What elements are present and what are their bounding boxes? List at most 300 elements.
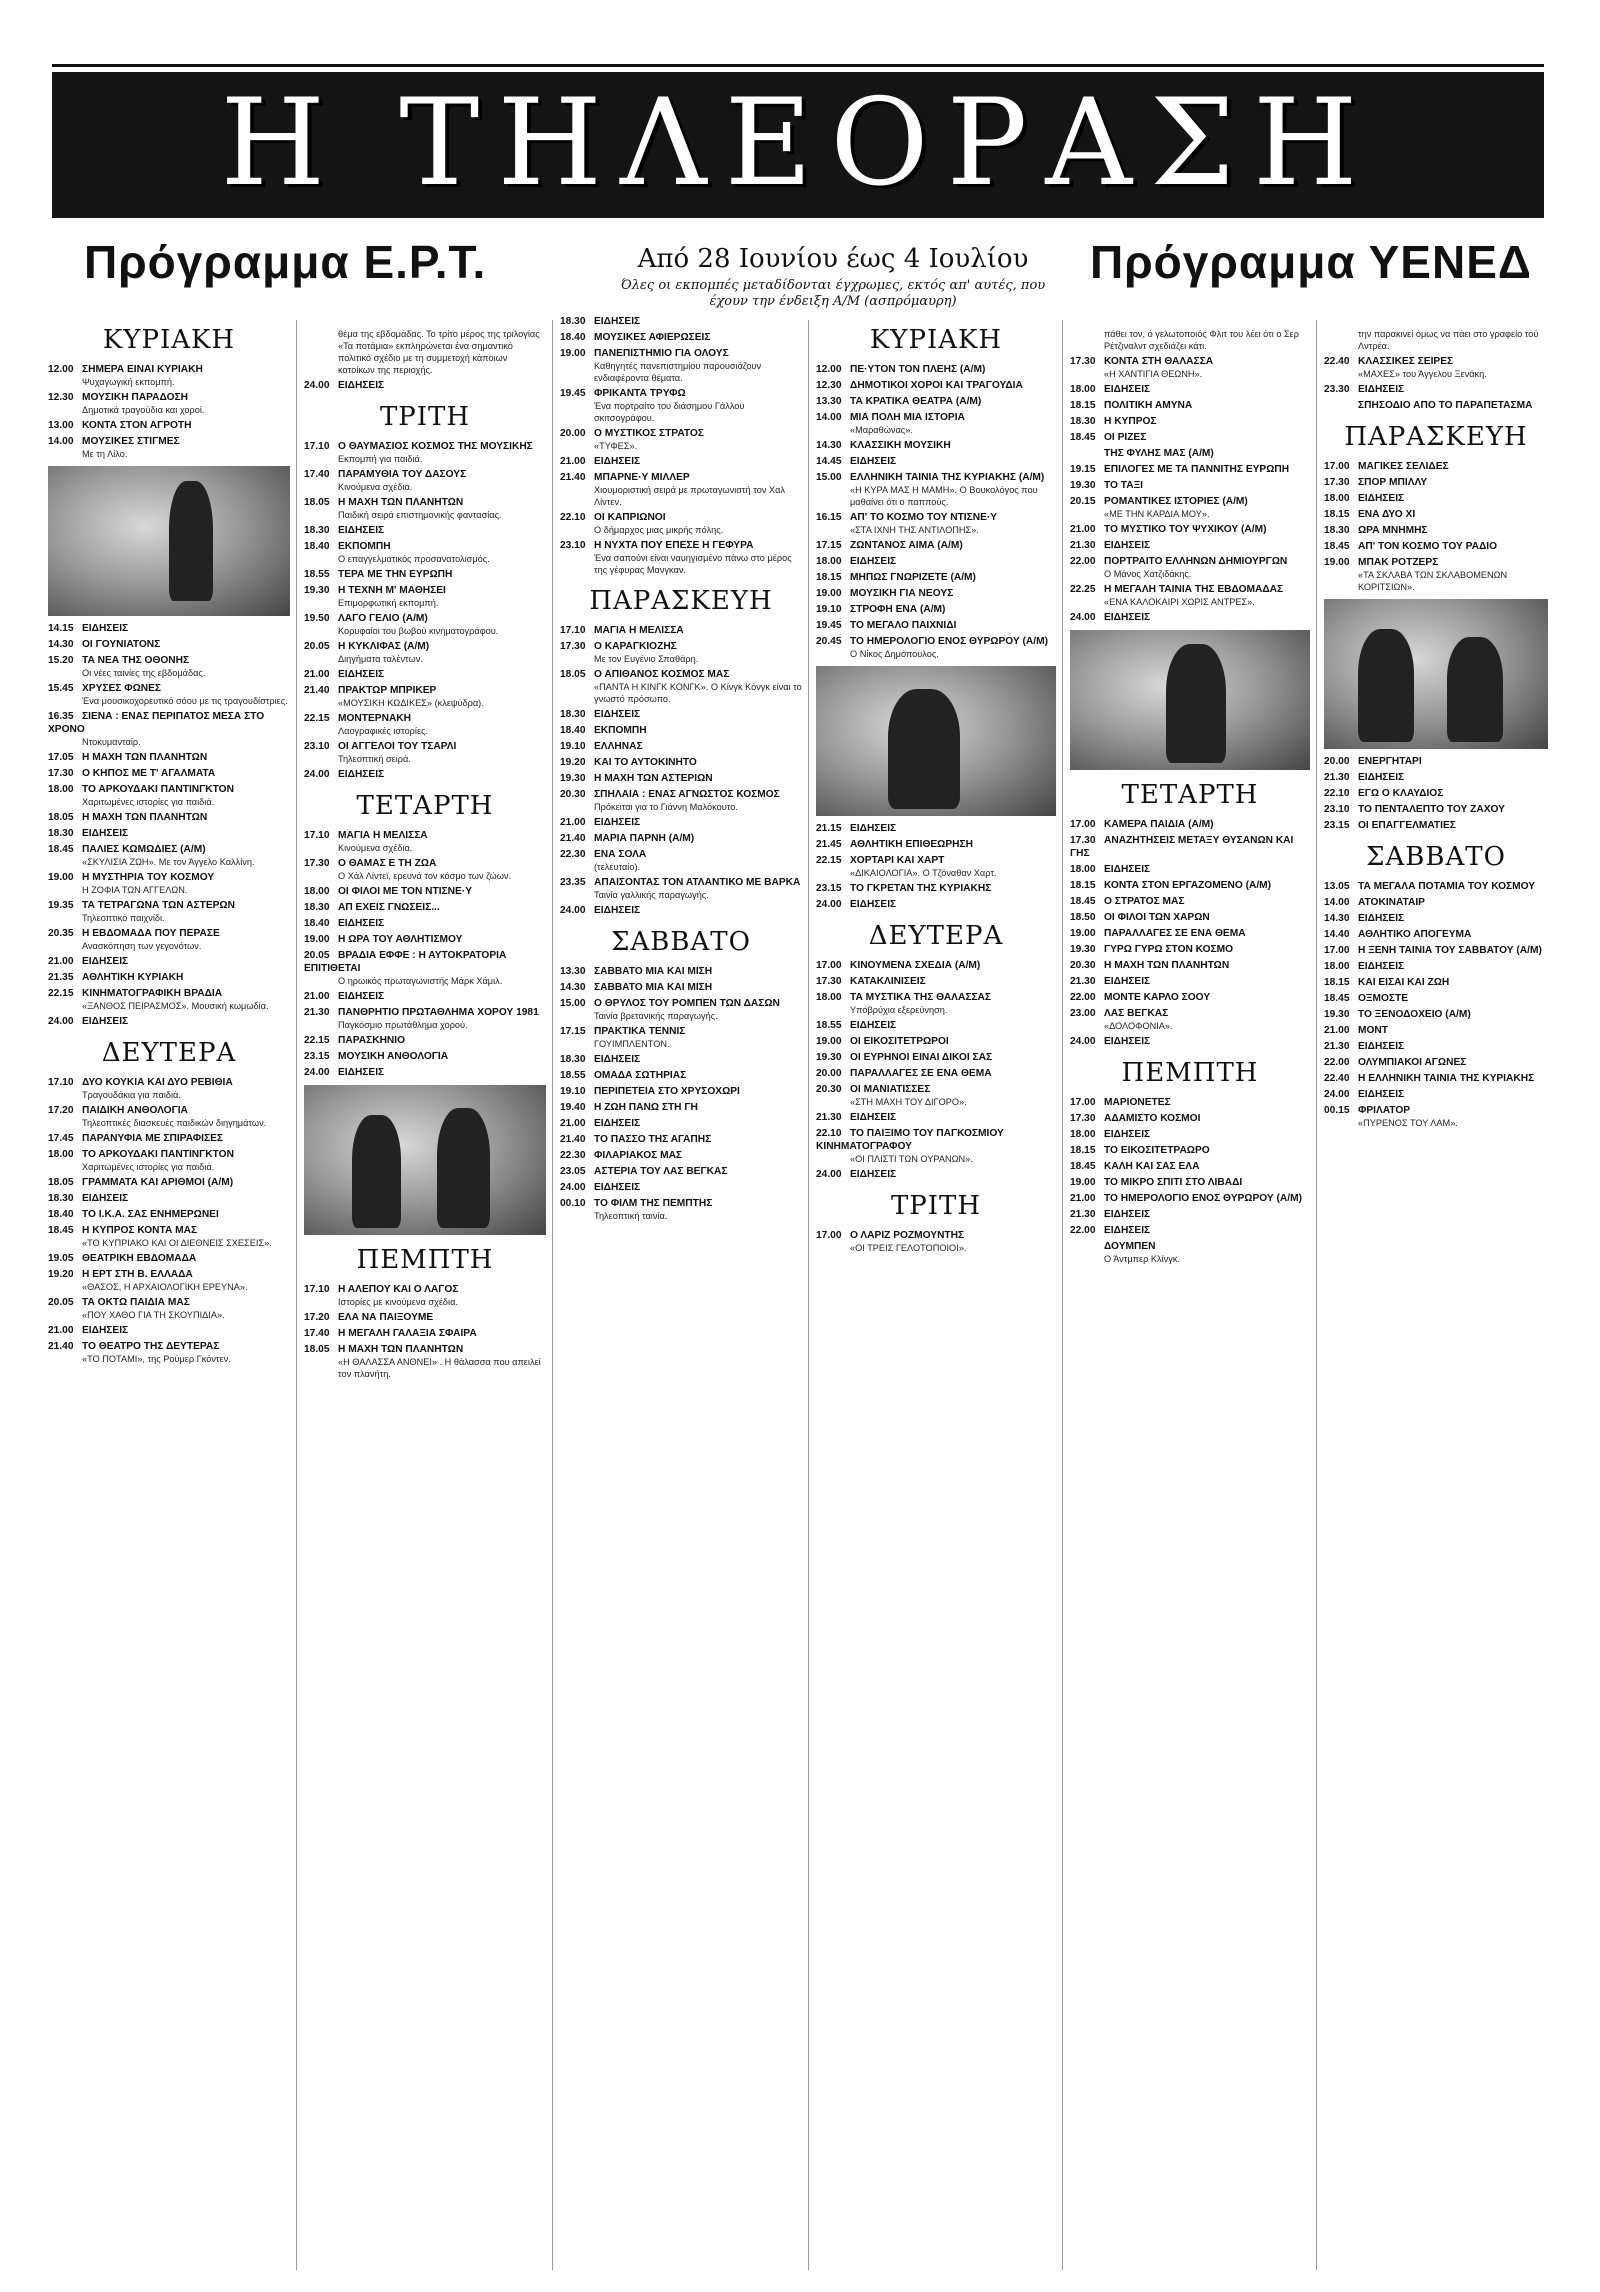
program-title: ΕΓΩ Ο ΚΛΑΥΔΙΟΣ [1358, 788, 1444, 799]
program-title: ΤΑ ΟΚΤΩ ΠΑΙΔΙΑ ΜΑΣ [82, 1297, 190, 1308]
program-title: ΕΙΔΗΣΕΙΣ [1104, 1209, 1151, 1220]
program-entry [48, 899, 290, 924]
program-entry [1070, 555, 1310, 580]
program-title: ΕΙΔΗΣΕΙΣ [1358, 1041, 1405, 1052]
program-time: 14.45 [816, 456, 842, 467]
program-time: 21.00 [1070, 524, 1096, 535]
program-title: ΕΙΔΗΣΕΙΣ [82, 1325, 129, 1336]
program-title: ΧΟΡΤΑΡΙ ΚΑΙ ΧΑΡΤ [850, 855, 945, 866]
program-title: ΜΑΓΙΑ Η ΜΕΛΙΣΣΑ [594, 625, 684, 636]
program-entry [816, 822, 1056, 835]
program-title: ΠΟΛΙΤΙΚΗ ΑΜΥΝΑ [1104, 400, 1193, 411]
program-entry [48, 871, 290, 896]
program-entry [1324, 1072, 1548, 1085]
program-title: Ο ΚΑΡΑΓΚΙΟΖΗΣ [594, 641, 677, 652]
program-entry [1324, 755, 1548, 768]
program-entry [560, 624, 802, 637]
program-entry [1070, 879, 1310, 892]
program-description: «ΞΑΝΘΟΣ ΠΕΙΡΑΣΜΟΣ». Μουσική κωμωδία. [82, 1001, 269, 1011]
program-time: 17.00 [816, 1230, 842, 1241]
program-entry [1070, 959, 1310, 972]
program-time: 18.00 [48, 784, 74, 795]
top-rule [52, 64, 1544, 67]
program-title: ΕΛΑ ΝΑ ΠΑΙΞΟΥΜΕ [338, 1312, 434, 1323]
program-title: ΤΟ ΜΙΚΡΟ ΣΠΙΤΙ ΣΤΟ ΛΙΒΑΔΙ [1104, 1177, 1243, 1188]
column-divider [808, 320, 809, 2270]
program-title: Ο ΣΤΡΑΤΟΣ ΜΑΣ [1104, 896, 1185, 907]
program-title: Η ΜΑΧΗ ΤΩΝ ΠΛΑΝΗΤΩΝ [338, 497, 464, 508]
program-title: ΑΠ' ΤΟ ΚΟΣΜΟ ΤΟΥ ΝΤΙΣΝΕ·Υ [850, 512, 998, 523]
program-title: ΕΚΠΟΜΠΗ [338, 541, 391, 552]
program-time: 18.30 [1324, 525, 1350, 536]
program-time: 22.25 [1070, 584, 1096, 595]
program-entry [560, 511, 802, 536]
program-title: ΕΙΔΗΣΕΙΣ [850, 1112, 897, 1123]
program-title: ΕΙΔΗΣΕΙΣ [594, 456, 641, 467]
program-time: 14.30 [816, 440, 842, 451]
program-time: 17.40 [304, 469, 330, 480]
program-description: «ΜΟΥΣΙΚΗ ΚΩΔΙΚΕΣ» (κλεψύδρα). [338, 698, 484, 708]
program-time: 21.30 [1070, 1209, 1096, 1220]
program-time: 22.30 [560, 849, 586, 860]
program-time: 21.00 [560, 1118, 586, 1129]
program-time: 19.35 [48, 900, 74, 911]
program-title: ΠΑΡΑΜΥΘΙΑ ΤΟΥ ΔΑΣΟΥΣ [338, 469, 467, 480]
program-description: Ιστορίες με κινούμενα σχέδια. [338, 1297, 458, 1307]
program-entry [48, 843, 290, 868]
program-title: ΤΟ ΠΕΝΤΑΛΕΠΤΟ ΤΟΥ ΖΑΧΟΥ [1358, 804, 1505, 815]
program-entry [1070, 1096, 1310, 1109]
program-time: 19.00 [1070, 1177, 1096, 1188]
program-time: 18.30 [1070, 416, 1096, 427]
program-title: Η ΜΕΓΑΛΗ ΓΑΛΑΞΙΑ ΣΦΑΙΡΑ [338, 1328, 477, 1339]
program-entry [560, 331, 802, 344]
program-description: Με τον Ευγένιο Σπαθάρη. [594, 654, 699, 664]
program-time: 18.30 [48, 1193, 74, 1204]
program-title: ΤΑ ΝΕΑ ΤΗΣ ΟΘΟΝΗΣ [82, 655, 190, 666]
program-title: ΕΛΛΗΝΑΣ [594, 741, 643, 752]
program-title: ΤΟ ΠΑΣΣΟ ΤΗΣ ΑΓΑΠΗΣ [594, 1134, 712, 1145]
photo [48, 466, 290, 616]
program-entry [560, 876, 802, 901]
program-time: 22.00 [1070, 556, 1096, 567]
program-entry [816, 539, 1056, 552]
program-time: 17.00 [1070, 1097, 1096, 1108]
program-entry [560, 740, 802, 753]
program-time: 12.00 [816, 364, 842, 375]
program-entry [1070, 1224, 1310, 1237]
program-description: Ο Άντμπερ Κλίνγκ. [1104, 1254, 1180, 1264]
program-title: ΚΑΜΕΡΑ ΠΑΙΔΙΑ (Α/Μ) [1104, 819, 1214, 830]
program-time: 18.45 [1324, 993, 1350, 1004]
program-entry [1070, 447, 1310, 460]
program-time: 17.30 [1070, 1113, 1096, 1124]
program-time: 17.00 [1324, 945, 1350, 956]
program-entry [1324, 976, 1548, 989]
program-entry [1324, 819, 1548, 832]
program-time: 22.40 [1324, 1073, 1350, 1084]
program-time: 22.00 [1070, 1225, 1096, 1236]
program-title: ΘΕΑΤΡΙΚΗ ΕΒΔΟΜΑΔΑ [82, 1253, 197, 1264]
program-time: 24.00 [1324, 1089, 1350, 1100]
program-description: «ΠΟΥ ΧΑΘΟ ΓΙΑ ΤΗ ΣΚΟΥΠΙΔΙΑ». [82, 1310, 225, 1320]
program-title: ΕΙΔΗΣΕΙΣ [82, 1193, 129, 1204]
program-title: ΕΙΔΗΣΕΙΣ [1358, 493, 1405, 504]
program-title: ΑΠ ΕΧΕΙΣ ΓΝΩΣΕΙΣ... [338, 902, 440, 913]
program-title: ΜΙΑ ΠΟΛΗ ΜΙΑ ΙΣΤΟΡΙΑ [850, 412, 965, 423]
program-time: 19.20 [560, 757, 586, 768]
program-title: ΜΟΝΤΕ ΚΑΡΛΟ ΣΟΟΥ [1104, 992, 1211, 1003]
program-title: ΠΑΙΔΙΚΗ ΑΝΘΟΛΟΓΙΑ [82, 1105, 188, 1116]
program-entry [816, 571, 1056, 584]
program-time: 22.10 [560, 512, 586, 523]
program-title: Η ΜΑΧΗ ΤΩΝ ΠΛΑΝΗΤΩΝ [82, 812, 208, 823]
program-entry [304, 901, 546, 914]
program-entry [48, 1324, 290, 1337]
program-description: (τελευταίο). [594, 862, 641, 872]
program-entry [304, 990, 546, 1003]
program-title: Η ΜΕΓΑΛΗ ΤΑΙΝΙΑ ΤΗΣ ΕΒΔΟΜΑΔΑΣ [1104, 584, 1284, 595]
program-entry [304, 468, 546, 493]
program-time: 18.30 [560, 316, 586, 327]
period-note: Όλες οι εκπομπές μεταδίδονται έγχρωμες, εκτός απ' αυτές, που έχουν την ένδειξη Α/Μ (ασπρόμαυρη) [620, 278, 1046, 309]
column-divider [1316, 320, 1317, 2270]
program-title: ΕΙΔΗΣΕΙΣ [850, 1169, 897, 1180]
program-entry [304, 1343, 546, 1380]
program-time: 22.10 [1324, 788, 1350, 799]
program-time: 23.10 [560, 540, 586, 551]
program-entry [304, 568, 546, 581]
program-entry [304, 712, 546, 737]
program-time: 24.00 [816, 899, 842, 910]
program-time: 19.30 [304, 585, 330, 596]
program-entry [816, 898, 1056, 911]
program-time: 14.30 [1324, 913, 1350, 924]
program-title: ΜΑΓΙΑ Η ΜΕΛΙΣΣΑ [338, 830, 428, 841]
program-description: Ένα μουσικοχορευτικό σόου με τις τραγουδίστριες. [82, 696, 288, 706]
program-description: Ο ηρωικός πρωταγωνιστής Μάρκ Χάμιλ. [338, 976, 503, 986]
program-entry [816, 959, 1056, 972]
program-entry [1324, 492, 1548, 505]
program-time: 24.00 [1070, 1036, 1096, 1047]
program-entry [1070, 1208, 1310, 1221]
program-entry [560, 832, 802, 845]
program-entry [48, 1132, 290, 1145]
yened-column-1 [816, 315, 1056, 1257]
program-entry [1324, 1088, 1548, 1101]
program-title: ΚΑΤΑΚΛΙΝΙΣΕΙΣ [850, 976, 926, 987]
program-description: Χαριτωμένες ιστορίες για παιδιά. [82, 797, 215, 807]
program-title: ΕΙΔΗΣΕΙΣ [850, 556, 897, 567]
program-description: «ΟΙ ΠΛΙΣΤΙ ΤΩΝ ΟΥΡΑΝΩΝ». [850, 1154, 973, 1164]
program-entry [560, 471, 802, 508]
masthead [52, 72, 1544, 218]
photo [816, 666, 1056, 816]
program-entry [816, 363, 1056, 376]
program-entry [304, 917, 546, 930]
program-time: 17.15 [816, 540, 842, 551]
program-title: ΣΤΡΟΦΗ ΕΝΑ (Α/Μ) [850, 604, 946, 615]
program-entry [48, 827, 290, 840]
program-title: ΛΑΣ ΒΕΓΚΑΣ [1104, 1008, 1169, 1019]
program-title: ΤΟ ΑΡΚΟΥΔΑΚΙ ΠΑΝΤΙΝΓΚΤΟΝ [82, 784, 234, 795]
program-title: ΤΗΣ ΦΥΛΗΣ ΜΑΣ (Α/Μ) [1104, 448, 1214, 459]
program-title: ΤΟ ΗΜΕΡΟΛΟΓΙΟ ΕΝΟΣ ΘΥΡΩΡΟΥ (Α/Μ) [850, 636, 1048, 647]
program-time: 00.15 [1324, 1105, 1350, 1116]
program-description: Καθηγητές πανεπιστημίου παρουσιάζουν ενδιαφέροντα θέματα. [594, 361, 762, 383]
program-time: 24.00 [304, 380, 330, 391]
program-time: 23.00 [1070, 1008, 1096, 1019]
column-divider [552, 320, 553, 2270]
period-box [618, 244, 1048, 310]
program-time: 18.30 [560, 1054, 586, 1065]
photo-figure [169, 481, 213, 601]
program-title: ΕΙΔΗΣΕΙΣ [338, 525, 385, 536]
program-time: 17.30 [560, 641, 586, 652]
program-title: ΟΙ ΕΥΡΗΝΟΙ ΕΙΝΑΙ ΔΙΚΟΙ ΣΑΣ [850, 1052, 993, 1063]
program-entry [1070, 1240, 1310, 1265]
program-title: Ο ΑΠΙΘΑΝΟΣ ΚΟΣΜΟΣ ΜΑΣ [594, 669, 730, 680]
program-description: Υποβρύχια εξερεύνηση. [850, 1005, 948, 1015]
program-title: ΜΟΥΣΙΚΕΣ ΑΦΙΕΡΩΣΕΙΣ [594, 332, 711, 343]
program-entry [304, 885, 546, 898]
program-time: 20.45 [816, 636, 842, 647]
program-time: 17.10 [304, 1284, 330, 1295]
program-title: Ο ΘΑΥΜΑΣΙΟΣ ΚΟΣΜΟΣ ΤΗΣ ΜΟΥΣΙΚΗΣ [338, 441, 533, 452]
program-entry [304, 640, 546, 665]
program-time: 15.20 [48, 655, 74, 666]
program-title: ΜΟΥΣΙΚΗ ΠΑΡΑΔΟΣΗ [82, 392, 188, 403]
program-time: 21.30 [1324, 1041, 1350, 1052]
program-description: Κορυφαίοι του βωβού κινηματογράφου. [338, 626, 499, 636]
program-time: 18.15 [816, 572, 842, 583]
program-title: ΑΝΑΖΗΤΗΣΕΙΣ ΜΕΤΑΞΥ ΘΥΣΑΝΩΝ ΚΑΙ ΓΗΣ [1070, 835, 1294, 859]
program-title: ΕΙΔΗΣΕΙΣ [850, 1020, 897, 1031]
program-entry [48, 955, 290, 968]
program-title: Η ΖΩΗ ΠΑΝΩ ΣΤΗ ΓΗ [594, 1102, 698, 1113]
program-description: θέμα της εβδομάδας. Το τρίτο μέρος της τριλογίας «Τα ποτάμια» εκπληρώνεται ένα σημαντικό πολιτικό σχέδιο με τη συμμετοχή κάποιων κατοίκων της περιοχής. [338, 329, 540, 375]
program-description: Ανασκόπηση των γεγονότων. [82, 941, 202, 951]
program-title: ΠΑΡΑΛΛΑΓΕΣ ΣΕ ΕΝΑ ΘΕΜΑ [850, 1068, 992, 1079]
program-time: 14.00 [1324, 897, 1350, 908]
program-entry [1070, 818, 1310, 831]
yened-column-2 [1070, 315, 1310, 1268]
program-entry [1324, 460, 1548, 473]
program-time: 21.00 [560, 456, 586, 467]
program-title: Ο ΘΑΜΑΣ Ε ΤΗ ΖΩΑ [338, 858, 437, 869]
day-title: ΤΕΤΑΡΤΗ [356, 791, 494, 821]
program-entry [304, 949, 546, 987]
program-entry [1070, 1144, 1310, 1157]
program-title: Ο ΜΥΣΤΙΚΟΣ ΣΤΡΑΤΟΣ [594, 428, 704, 439]
program-title: Η ΤΕΧΝΗ Μ' ΜΑΘΗΣΕΙ [338, 585, 446, 596]
program-title: ΚΙΝΗΜΑΤΟΓΡΑΦΙΚΗ ΒΡΑΔΙΑ [82, 988, 223, 999]
program-entry [560, 848, 802, 873]
program-entry [816, 379, 1056, 392]
program-time: 21.30 [816, 1112, 842, 1123]
program-description: «ΔΙΚΑΙΟΛΟΓΙΑ». Ο Τζόναθαν Χαρτ. [850, 868, 997, 878]
program-time: 21.00 [1324, 1025, 1350, 1036]
program-description: Ο Μάνος Χατζιδάκης. [1104, 569, 1192, 579]
program-time: 17.20 [48, 1105, 74, 1116]
program-description: Με τη Λίλο. [82, 449, 128, 459]
program-title: Η ΕΒΔΟΜΑΔΑ ΠΟΥ ΠΕΡΑΣΕ [82, 928, 220, 939]
program-time: 21.35 [48, 972, 74, 983]
program-entry [304, 740, 546, 765]
program-description: Λαογραφικές ιστορίες. [338, 726, 429, 736]
program-title: ΕΚΠΟΜΠΗ [594, 725, 647, 736]
program-entry [1324, 524, 1548, 537]
column-divider [296, 320, 297, 2270]
program-title: ΜΑΡΙΑ ΠΑΡΝΗ (Α/Μ) [594, 833, 695, 844]
program-title: Η ΕΛΛΗΝΙΚΗ ΤΑΙΝΙΑ ΤΗΣ ΚΥΡΙΑΚΗΣ [1358, 1073, 1535, 1084]
program-entry [1324, 399, 1548, 412]
program-entry [304, 440, 546, 465]
program-entry [48, 751, 290, 764]
program-description: Παιδική σειρά επιστημονικής φαντασίας. [338, 510, 502, 520]
program-description: Ένα πορτραίτο του διάσημου Γάλλου σκιτσογράφου. [594, 401, 745, 423]
program-entry [48, 1224, 290, 1249]
program-time: 20.05 [48, 1297, 74, 1308]
program-title: Η ΜΑΧΗ ΤΩΝ ΑΣΤΕΡΙΩΝ [594, 773, 713, 784]
program-description: «Η ΧΑΝΤΙΓΙΑ ΘΕΩΝΗ». [1104, 369, 1203, 379]
program-time: 18.30 [304, 902, 330, 913]
program-time: 19.00 [304, 934, 330, 945]
program-entry [1070, 1160, 1310, 1173]
program-title: ΜΟΝΤ [1358, 1025, 1388, 1036]
photo-figure [1447, 637, 1503, 742]
program-title: ΟΙ ΓΟΥΝΙΑΤΟΝΣ [82, 639, 161, 650]
program-time: 00.10 [560, 1198, 586, 1209]
program-description: «ΟΙ ΤΡΕΙΣ ΓΕΛΟΤΟΠΟΙΟΙ». [850, 1243, 967, 1253]
program-entry [48, 1268, 290, 1293]
program-title: ΟΙ ΦΙΛΟΙ ΜΕ ΤΟΝ ΝΤΙΣΝΕ·Υ [338, 886, 473, 897]
program-time: 22.40 [1324, 356, 1350, 367]
program-time: 14.30 [560, 982, 586, 993]
program-entry [1070, 991, 1310, 1004]
program-entry [1324, 880, 1548, 893]
program-title: Η ΝΥΧΤΑ ΠΟΥ ΕΠΕΣΕ Η ΓΕΦΥΡΑ [594, 540, 754, 551]
program-time: 17.00 [1070, 819, 1096, 830]
program-time: 17.10 [560, 625, 586, 636]
program-description: Ο Νίκος Δημόπουλος. [850, 649, 939, 659]
program-description: Τηλεοπτικό παιχνίδι. [82, 913, 165, 923]
program-title: ΕΙΔΗΣΕΙΣ [338, 991, 385, 1002]
program-entry [1324, 787, 1548, 800]
program-time: 18.05 [560, 669, 586, 680]
program-entry [48, 1148, 290, 1173]
program-time: 17.45 [48, 1133, 74, 1144]
program-entry [1070, 1007, 1310, 1032]
program-entry [1070, 1176, 1310, 1189]
program-title: ΠΡΑΚΤΩΡ ΜΠΡΙΚΕΡ [338, 685, 437, 696]
program-time: 18.15 [1324, 509, 1350, 520]
program-entry [1324, 803, 1548, 816]
program-title: ΑΘΛΗΤΙΚΗ ΕΠΙΘΕΩΡΗΣΗ [850, 839, 973, 850]
program-time: 19.05 [48, 1253, 74, 1264]
program-entry [1070, 415, 1310, 428]
program-time: 21.45 [816, 839, 842, 850]
program-time: 20.00 [816, 1068, 842, 1079]
program-title: ΜΗΠΩΣ ΓΝΩΡΙΖΕΤΕ (Α/Μ) [850, 572, 976, 583]
program-time: 23.10 [304, 741, 330, 752]
program-title: ΕΙΔΗΣΕΙΣ [82, 623, 129, 634]
program-time: 19.00 [1324, 557, 1350, 568]
program-entry [816, 1019, 1056, 1032]
program-time: 20.05 [304, 950, 330, 961]
program-title: ΣΠΗΣΟΔΙΟ ΑΠΟ ΤΟ ΠΑΡΑΠΕΤΑΣΜΑ [1358, 400, 1533, 411]
program-title: ΚΑΙ ΕΙΣΑΙ ΚΑΙ ΖΩΗ [1358, 977, 1450, 988]
program-entry [816, 411, 1056, 436]
program-description: «ΤΟ ΠΟΤΑΜΙ», της Ρούμερ Γκόντεν. [82, 1354, 231, 1364]
program-time: 18.15 [1324, 977, 1350, 988]
program-entry [1324, 355, 1548, 380]
program-description: Παγκόσμιο πρωτάθλημα χορού. [338, 1020, 468, 1030]
program-title: ΕΙΔΗΣΕΙΣ [594, 709, 641, 720]
program-entry [560, 904, 802, 917]
program-description: Χιουμοριστική σειρά με πρωταγωνιστή τον Χαλ Λίντεν. [594, 485, 785, 507]
program-title: ΤΟ ΑΡΚΟΥΔΑΚΙ ΠΑΝΤΙΝΓΚΤΟΝ [82, 1149, 234, 1160]
program-entry [48, 927, 290, 952]
program-time: 21.30 [304, 1007, 330, 1018]
program-entry [48, 1208, 290, 1221]
program-entry [560, 772, 802, 785]
photo-figure [1358, 629, 1414, 742]
program-time: 22.00 [1070, 992, 1096, 1003]
program-time: 18.50 [1070, 912, 1096, 923]
program-title: Η ΜΑΧΗ ΤΩΝ ΠΛΑΝΗΤΩΝ [82, 752, 208, 763]
day-title: ΣΑΒΒΑΤΟ [1366, 842, 1506, 872]
program-time: 17.30 [1324, 477, 1350, 488]
program-time: 18.40 [304, 918, 330, 929]
program-time: 19.50 [304, 613, 330, 624]
program-description: «ΣΤΗ ΜΑΧΗ ΤΟΥ ΔΙΓΟΡΟ». [850, 1097, 967, 1107]
program-title: ΜΠΑΡΝΕ·Υ ΜΙΛΛΕΡ [594, 472, 690, 483]
program-entry [304, 684, 546, 709]
program-title: ΕΙΔΗΣΕΙΣ [1104, 1036, 1151, 1047]
program-entry [48, 811, 290, 824]
program-title: ΕΙΔΗΣΕΙΣ [1358, 961, 1405, 972]
program-title: ΑΔΑΜΙΣΤΟ ΚΟΣΜΟΙ [1104, 1113, 1201, 1124]
program-time: 18.45 [1324, 541, 1350, 552]
program-description: Κινούμενα σχέδια. [338, 843, 413, 853]
photo-figure [1166, 644, 1226, 763]
program-title: ΤΑ ΜΕΓΑΛΑ ΠΟΤΑΜΙΑ ΤΟΥ ΚΟΣΜΟΥ [1358, 881, 1536, 892]
program-time: 24.00 [560, 905, 586, 916]
program-title: ΕΙΔΗΣΕΙΣ [1358, 913, 1405, 924]
program-time: 13.00 [48, 420, 74, 431]
program-title: ΒΡΑΔΙΑ ΕΦΦΕ : Η ΑΥΤΟΚΡΑΤΟΡΙΑ ΕΠΙΤΙΘΕΤΑΙ [304, 950, 507, 974]
program-title: Η ΑΛΕΠΟΥ ΚΑΙ Ο ΛΑΓΟΣ [338, 1284, 459, 1295]
program-time: 18.55 [816, 1020, 842, 1031]
program-title: Η ΞΕΝΗ ΤΑΙΝΙΑ ΤΟΥ ΣΑΒΒΑΤΟΥ (Α/Μ) [1358, 945, 1542, 956]
program-time: 17.30 [816, 976, 842, 987]
program-title: ΕΙΔΗΣΕΙΣ [850, 899, 897, 910]
program-time: 21.00 [560, 817, 586, 828]
program-time: 17.00 [1324, 461, 1350, 472]
program-time: 17.00 [816, 960, 842, 971]
ert-column-2 [304, 315, 546, 1383]
program-entry [304, 1050, 546, 1063]
program-title: Η ΚΥΠΡΟΣ [1104, 416, 1157, 427]
program-title: ΑΘΛΗΤΙΚΟ ΑΠΟΓΕΥΜΑ [1358, 929, 1472, 940]
program-time: 20.00 [560, 428, 586, 439]
program-entry [560, 1025, 802, 1050]
program-time: 21.00 [304, 669, 330, 680]
program-title: ΕΙΔΗΣΕΙΣ [594, 905, 641, 916]
program-title: Ο ΘΡΥΛΟΣ ΤΟΥ ΡΟΜΠΕΝ ΤΩΝ ΔΑΣΩΝ [594, 998, 780, 1009]
program-description: «Μαραθώνας». [850, 425, 913, 435]
